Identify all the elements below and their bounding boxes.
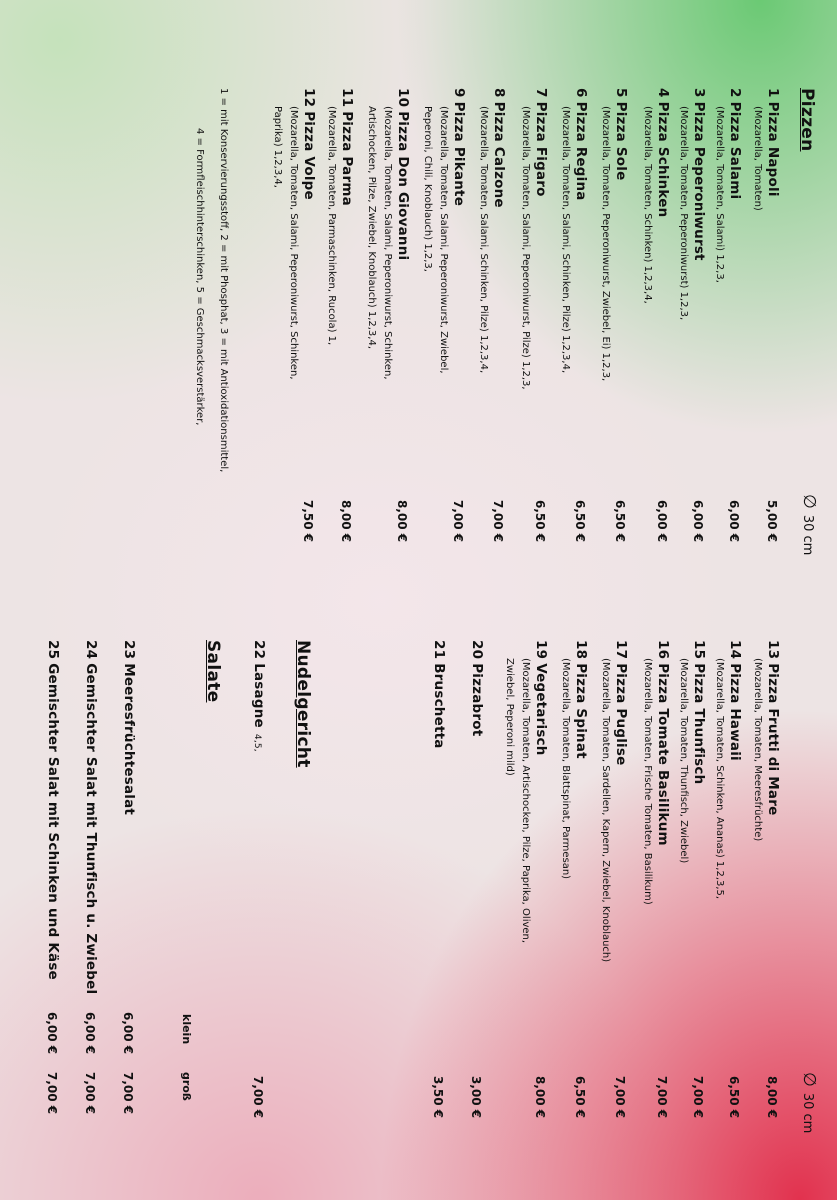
item-description: (Mozarella, Tomaten, Salami, Peperoniwurst, Schinken, — [382, 106, 393, 380]
item-description: Artischocken, Pilze, Zwiebel, Knoblauch) 1,2,3,4, — [366, 106, 377, 350]
diameter-icon: ∅ — [799, 1072, 819, 1087]
item-number: 17 — [613, 640, 629, 660]
menu-item — [749, 640, 781, 1160]
item-number: 1 — [765, 88, 781, 98]
item-price: 6,00 € — [655, 500, 669, 543]
item-price: 7,00 € — [491, 500, 505, 543]
item-description: Peperoni, Chili, Knoblauch) 1,2,3, — [422, 106, 433, 272]
item-price: 7,50 € — [301, 500, 315, 543]
item-price: 3,50 € — [431, 1076, 445, 1119]
item-number: 4 — [655, 88, 671, 98]
item-title: Pizza Napoli — [765, 101, 781, 197]
item-price: 8,00 € — [339, 500, 353, 543]
item-title: Gemischter Salat mit Thunfisch u. Zwiebel — [83, 663, 99, 995]
menu-item — [557, 88, 589, 608]
item-description: (Mozarella, Tomaten, Artischocken, Pilze, Paprika, Oliven, — [520, 658, 531, 944]
item-price: 8,00 € — [395, 500, 409, 543]
item-additives: 4,5, — [252, 733, 262, 752]
item-price: 3,00 € — [469, 1076, 483, 1119]
item-title: Pizza Salami — [727, 101, 743, 200]
item-description: Paprika) 1,2,3,4, — [272, 106, 283, 188]
item-description: (Mozarella, Tomaten, Peperoniwurst, Zwiebel, Ei) 1,2,3, — [600, 106, 611, 382]
menu-item — [517, 88, 549, 608]
diameter-icon: ∅ — [799, 494, 819, 509]
item-number: 14 — [727, 640, 743, 660]
item-price: 8,00 € — [533, 1076, 547, 1119]
item-description: (Mozarella, Tomaten) — [752, 106, 763, 211]
menu-item — [749, 88, 781, 608]
menu-item — [475, 88, 507, 608]
item-description: (Mozarella, Tomaten, Salami, Peperoniwurst, Zwiebel, — [438, 106, 449, 374]
item-price-small: 6,00 € — [83, 1012, 97, 1055]
item-title: Pizza Sole — [613, 101, 629, 181]
menu-item — [45, 640, 61, 1160]
item-number: 13 — [765, 640, 781, 660]
footnote-line: 4 = Formfleischhinterschinken, 5 = Geschmacksverstärker, — [194, 128, 205, 426]
item-title: Pizza Tomate Basilikum — [655, 663, 671, 846]
item-description: (Mozarella, Tomaten, Frische Tomaten, Basilikum) — [642, 658, 653, 905]
menu-item — [251, 640, 267, 1160]
menu-item — [501, 640, 549, 1160]
item-number: 12 — [301, 88, 317, 108]
item-number: 24 — [83, 640, 99, 660]
item-number: 21 — [431, 640, 447, 660]
item-title: Pizza Schinken — [655, 101, 671, 218]
item-number: 25 — [45, 640, 61, 660]
item-title: Pizza Puglise — [613, 663, 629, 766]
item-number: 2 — [727, 88, 743, 98]
menu-item — [269, 88, 317, 608]
item-number: 23 — [121, 640, 137, 660]
menu-item — [675, 640, 707, 1160]
menu-item — [121, 640, 137, 1160]
menu-item — [675, 88, 707, 608]
item-price: 6,50 € — [613, 500, 627, 543]
item-price: 6,00 € — [727, 500, 741, 543]
item-title: Lasagne — [251, 663, 267, 728]
item-title: Pizza Figaro — [533, 101, 549, 197]
section-title-pizzen: Pizzen — [797, 88, 817, 152]
menu-item — [597, 88, 629, 608]
item-number: 5 — [613, 88, 629, 98]
size-header: ∅30 cm — [799, 494, 819, 556]
item-description: (Mozarella, Tomaten, Meeresfrüchte) — [752, 658, 763, 842]
item-price-small: 6,00 € — [45, 1012, 59, 1055]
item-number: 15 — [691, 640, 707, 660]
item-title: Pizza Thunfisch — [691, 663, 707, 785]
item-title: Bruschetta — [431, 663, 447, 749]
menu-item — [419, 88, 467, 608]
item-price-small: 6,00 € — [121, 1012, 135, 1055]
item-title: Meeresfrüchtesalat — [121, 663, 137, 816]
item-price: 7,00 € — [251, 1076, 265, 1119]
item-number: 3 — [691, 88, 707, 98]
item-price: 6,50 € — [727, 1076, 741, 1119]
item-title: Gemischter Salat mit Schinken und Käse — [45, 663, 61, 980]
item-price: 6,50 € — [573, 500, 587, 543]
item-title: Pizzabrot — [469, 663, 485, 737]
item-title: Pizza Spinat — [573, 663, 589, 759]
item-description: (Mozarella, Tomaten, Sardellen, Kapern, Zwiebel, Knoblauch) — [600, 658, 611, 963]
item-title: Pizza Calzone — [491, 101, 507, 208]
footnote-line: 1 = mit Konservierungsstoff, 2 = mit Phosphat, 3 = mit Antioxidationsmittel, — [218, 88, 229, 473]
item-title: Pizza Pikante — [451, 101, 467, 207]
item-price: 6,00 € — [691, 500, 705, 543]
section-title-nudelgericht: Nudelgericht — [293, 640, 313, 768]
item-price: 7,00 € — [691, 1076, 705, 1119]
item-price: 7,00 € — [451, 500, 465, 543]
item-description: (Mozarella, Tomaten, Thunfisch, Zwiebel) — [678, 658, 689, 864]
item-number: 10 — [395, 88, 411, 108]
size-header-right: ∅30 cm — [799, 1072, 819, 1134]
item-description: (Mozarella, Tomaten, Salami, Schinken, Pilze) 1,2,3,4, — [478, 106, 489, 374]
item-number: 8 — [491, 88, 507, 98]
menu-item — [711, 88, 743, 608]
item-description: (Mozarella, Tomaten, Schinken, Ananas) 1,2,3,5, — [714, 658, 725, 900]
menu-item — [557, 640, 589, 1160]
item-price: 7,00 € — [613, 1076, 627, 1119]
size-label-small: klein — [180, 1014, 193, 1045]
menu-item — [323, 88, 355, 608]
item-title: Pizza Frutti di Mare — [765, 663, 781, 816]
size-label-large: groß — [180, 1072, 193, 1101]
item-title: Pizza Peperoniwurst — [691, 101, 707, 261]
menu-item — [597, 640, 629, 1160]
item-number: 11 — [339, 88, 355, 108]
item-number: 19 — [533, 640, 549, 660]
item-price-large: 7,00 € — [45, 1072, 59, 1115]
item-price: 7,00 € — [655, 1076, 669, 1119]
item-number: 18 — [573, 640, 589, 660]
item-description: (Mozarella, Tomaten, Salami, Peperoniwurst, Schinken, — [288, 106, 299, 380]
item-price: 6,50 € — [533, 500, 547, 543]
item-title: Pizza Parma — [339, 111, 355, 206]
item-price: 5,00 € — [765, 500, 779, 543]
item-description: Zwiebel, Peperoni mild) — [504, 658, 515, 776]
item-title: Vegetarisch — [533, 663, 549, 756]
item-description: (Mozarella, Tomaten, Peperoniwurst) 1,2,3, — [678, 106, 689, 321]
item-title: Pizza Volpe — [301, 111, 317, 200]
section-title-salate: Salate — [203, 640, 223, 703]
menu-item — [83, 640, 99, 1160]
item-price: 6,50 € — [573, 1076, 587, 1119]
item-description: (Mozarella, Tomaten, Salami) 1,2,3, — [714, 106, 725, 283]
item-description: (Mozarella, Tomaten, Parmaschinken, Rucola) 1, — [326, 106, 337, 346]
item-title: Pizza Don Giovanni — [395, 111, 411, 261]
item-title: Pizza Regina — [573, 101, 589, 201]
menu-item — [639, 88, 671, 608]
menu-item — [469, 640, 485, 1160]
item-description: (Mozarella, Tomaten, Salami, Schinken, Pilze) 1,2,3,4, — [560, 106, 571, 374]
item-description: (Mozarella, Tomaten, Blattspinat, Parmesan) — [560, 658, 571, 880]
item-price: 8,00 € — [765, 1076, 779, 1119]
item-description: (Mozarella, Tomaten, Schinken) 1,2,3,4, — [642, 106, 653, 304]
item-title: Pizza Hawaii — [727, 663, 743, 761]
item-description: (Mozarella, Tomaten, Salami, Peperoniwurst, Pilze) 1,2,3, — [520, 106, 531, 390]
menu-item — [363, 88, 411, 608]
item-number: 20 — [469, 640, 485, 660]
menu-item — [639, 640, 671, 1160]
item-price-large: 7,00 € — [83, 1072, 97, 1115]
item-number: 16 — [655, 640, 671, 660]
item-number: 6 — [573, 88, 589, 98]
menu-item — [711, 640, 743, 1160]
item-price-large: 7,00 € — [121, 1072, 135, 1115]
item-number: 22 — [251, 640, 267, 660]
item-number: 7 — [533, 88, 549, 98]
menu-item — [431, 640, 447, 1160]
item-number: 9 — [451, 88, 467, 98]
